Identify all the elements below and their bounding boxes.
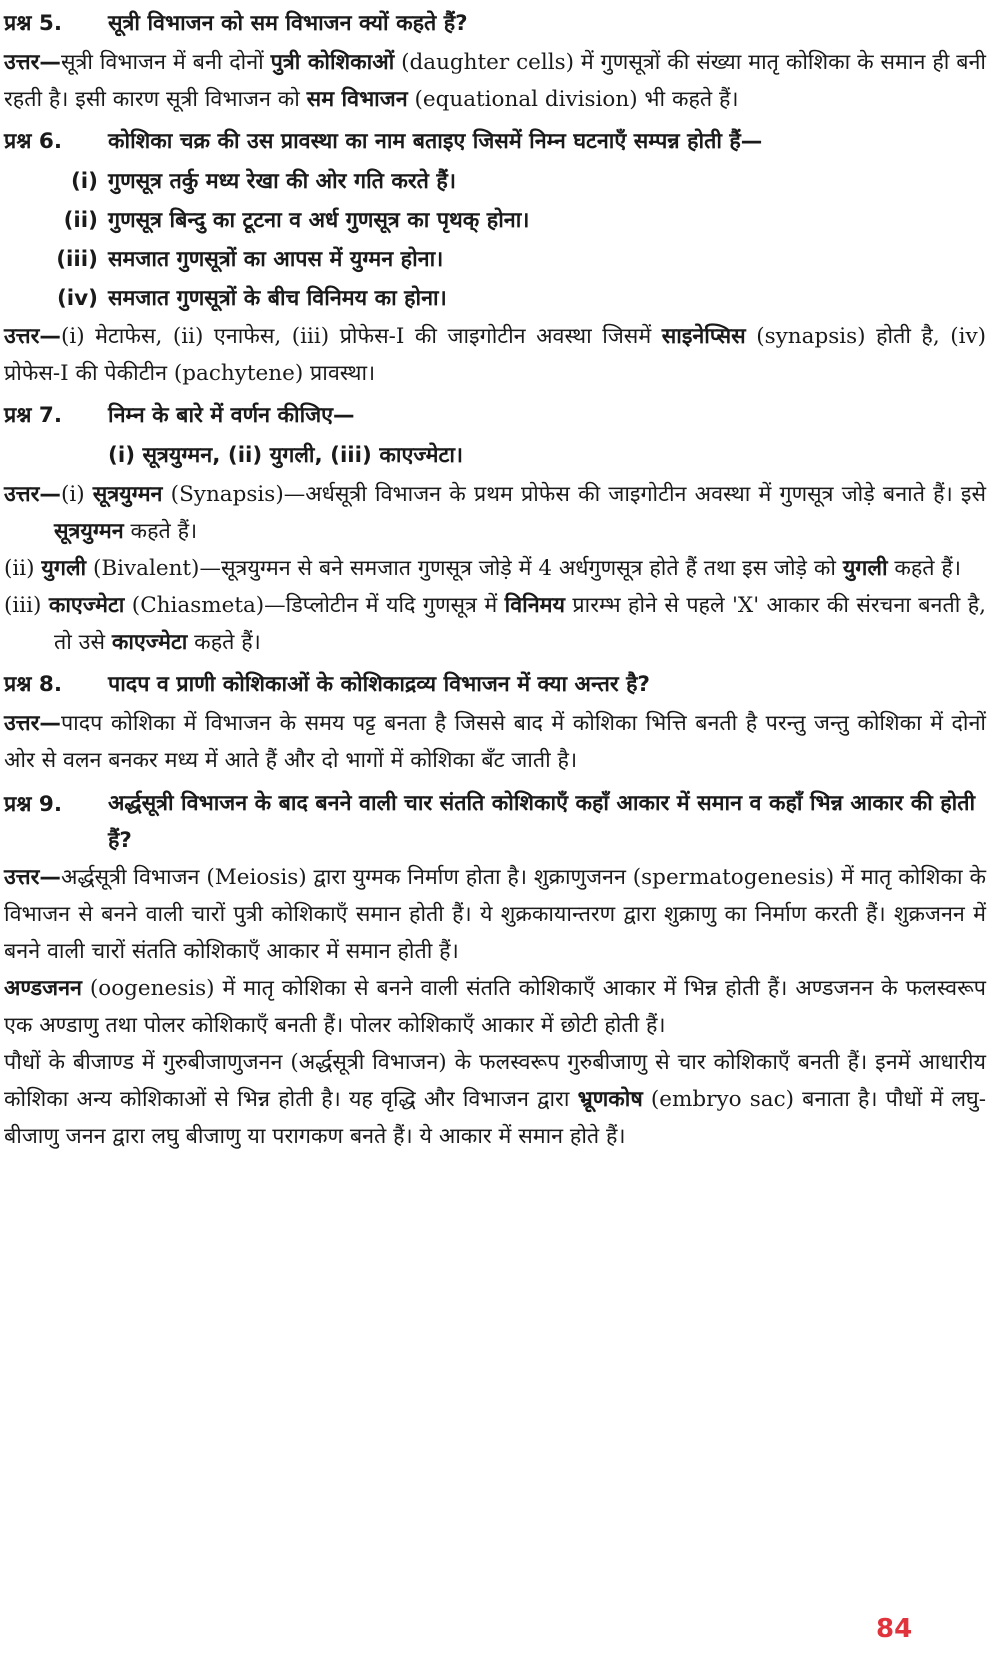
answer-text: पौधों के बीजाण्ड में गुरुबीजाणुजनन (अर्द्धसूत्री विभाजन) के फलस्वरूप गुरुबीजाणु से चार कोशिकाएँ बनती हैं। इनमें आधारीय कोशिका अन्य कोशिकाओं से भिन्न होती है। यह वृद्धि और विभाजन द्वारा [4, 1050, 986, 1112]
answer-7-part-3 [4, 587, 986, 661]
answer-text: पादप कोशिका में विभाजन के समय पट्ट बनता है जिससे बाद में कोशिका भित्ति बनती है परन्तु जन्तु कोशिका में दोनों ओर से वलन बनकर मध्य में आते हैं और दो भागों में कोशिका बँट जाती है। [4, 711, 986, 773]
answer-9-paragraph-1 [4, 859, 986, 970]
question-number: प्रश्न 9. [4, 792, 63, 817]
answer-text: (synapsis) होती है, (iv) प्रोफेस-I की पेकीटीन (pachytene) प्रावस्था। [4, 324, 986, 386]
answer-text: कहते हैं। [123, 519, 198, 544]
answer-text: प्रारम्भ होने से पहले 'X' आकार की संरचना बनती है, तो उसे [54, 593, 986, 655]
answer-text: (equational division) भी कहते हैं। [407, 87, 739, 112]
sub-item-numeral: (i) [70, 169, 98, 194]
answer-9-paragraph-3 [4, 1044, 986, 1155]
sub-item-numeral: (ii) [63, 208, 98, 233]
question-5 [4, 4, 986, 44]
answer-label: उत्तर— [4, 482, 61, 507]
bold-term: युगली [842, 556, 888, 581]
question-number: प्रश्न 5. [4, 11, 63, 36]
answer-text: (i) मेटाफेस, (ii) एनाफेस, (iii) प्रोफेस-I की जाइगोटीन अवस्था जिसमें [60, 324, 662, 349]
answer-label: उत्तर— [4, 50, 61, 75]
bold-term: अण्डजनन [4, 976, 82, 1001]
question-number: प्रश्न 6. [4, 129, 63, 154]
answer-label: उत्तर— [4, 324, 61, 349]
answer-label: उत्तर— [4, 711, 61, 736]
answer-text: (i) [60, 482, 93, 507]
bold-term: सूत्रयुग्मन [92, 482, 163, 507]
sub-item-text: गुणसूत्र बिन्दु का टूटना व अर्ध गुणसूत्र का पृथक् होना। [108, 208, 530, 233]
answer-text: (embryo sac) बनाता है। पौधों में लघु-बीजाणु जनन द्वारा लघु बीजाणु या परागकण बनते हैं। ये आकार में समान होते हैं। [4, 1087, 986, 1149]
answer-text: (ii) [4, 556, 42, 581]
answer-5 [4, 44, 986, 118]
answer-text: अर्द्धसूत्री विभाजन (Meiosis) द्वारा युग्मक निर्माण होता है। शुक्राणुजनन (spermatogenesis) में मातृ कोशिका के विभाजन से बनने वाली चारों पुत्री कोशिकाएँ समान होती हैं। ये शुक्रकायान्तरण द्वारा शुक्राणु का निर्माण करती हैं। शुक्रजनन में बनने वाली चारों संतति कोशिकाएँ आकार में समान होती हैं। [4, 865, 986, 964]
answer-text: (daughter cells) में गुणसूत्रों की संख्या मातृ कोशिका के समान ही बनी रहती है। इसी कारण सूत्री विभाजन को [4, 50, 986, 112]
answer-text: कहते हैं। [887, 556, 961, 581]
bold-term: काएज्मेटा [48, 593, 125, 618]
answer-text: सूत्री विभाजन में बनी दोनों [60, 50, 271, 75]
question-8 [4, 665, 986, 705]
question-text: अर्द्धसूत्री विभाजन के बाद बनने वाली चार संतति कोशिकाएँ कहाँ आकार में समान व कहाँ भिन्न आकार की होती हैं? [108, 791, 976, 853]
answer-9-paragraph-2 [4, 970, 986, 1044]
question-text: (i) सूत्रयुग्मन, (ii) युगली, (iii) काएज्मेटा। [108, 443, 464, 468]
question-7-line-2 [4, 436, 986, 476]
bold-term: काएज्मेटा [111, 630, 188, 655]
sub-item [4, 279, 986, 318]
sub-item-numeral: (iv) [56, 286, 98, 311]
question-text: निम्न के बारे में वर्णन कीजिए— [108, 403, 355, 428]
question-9 [4, 785, 986, 859]
answer-text: (Chiasmeta)—डिप्लोटीन में यदि गुणसूत्र में [124, 593, 505, 618]
bold-term: साइनेप्सिस [661, 324, 746, 349]
answer-label: उत्तर— [4, 865, 61, 890]
sub-item [4, 201, 986, 240]
sub-item [4, 240, 986, 279]
bold-term: सूत्रयुग्मन [54, 519, 124, 544]
bold-term: सम विभाजन [306, 87, 408, 112]
answer-text: (iii) [4, 593, 49, 618]
bold-term: पुत्री कोशिकाओं [270, 50, 395, 75]
answer-text: (Bivalent)—सूत्रयुग्मन से बने समजात गुणसूत्र जोड़े में 4 अर्धगुणसूत्र होते हैं तथा इस जोड़े को [86, 556, 843, 581]
answer-6 [4, 318, 986, 392]
answer-text: (oogenesis) में मातृ कोशिका से बनने वाली संतति कोशिकाएँ आकार में भिन्न होती हैं। अण्डजनन के फलस्वरूप एक अण्डाणु तथा पोलर कोशिकाएँ बनती हैं। पोलर कोशिकाएँ आकार में छोटी होती हैं। [4, 976, 986, 1038]
question-6 [4, 122, 986, 162]
bold-term: भ्रूणकोष [577, 1087, 643, 1112]
sub-item-numeral: (iii) [56, 247, 98, 272]
bold-term: विनिमय [504, 593, 565, 618]
answer-text: (Synapsis)—अर्धसूत्री विभाजन के प्रथम प्रोफेस की जाइगोटीन अवस्था में गुणसूत्र जोड़े बनाते हैं। इसे [162, 482, 986, 507]
answer-text: कहते हैं। [187, 630, 261, 655]
question-number: प्रश्न 8. [4, 672, 63, 697]
question-number: प्रश्न 7. [4, 403, 63, 428]
sub-item [4, 162, 986, 201]
question-text: पादप व प्राणी कोशिकाओं के कोशिकाद्रव्य विभाजन में क्या अन्तर है? [108, 672, 651, 697]
answer-8 [4, 705, 986, 779]
question-text: सूत्री विभाजन को सम विभाजन क्यों कहते हैं? [108, 11, 468, 36]
sub-item-text: गुणसूत्र तर्कु मध्य रेखा की ओर गति करते हैं। [108, 169, 456, 194]
sub-item-text: समजात गुणसूत्रों के बीच विनिमय का होना। [108, 286, 447, 311]
question-text: कोशिका चक्र की उस प्रावस्था का नाम बताइए जिसमें निम्न घटनाएँ सम्पन्न होती हैं— [108, 129, 763, 154]
sub-item-text: समजात गुणसूत्रों का आपस में युग्मन होना। [108, 247, 444, 272]
answer-7-part-1 [4, 476, 986, 550]
question-7 [4, 396, 986, 436]
page-number: 84 [876, 1614, 913, 1644]
answer-7-part-2 [4, 550, 986, 587]
bold-term: युगली [41, 556, 87, 581]
